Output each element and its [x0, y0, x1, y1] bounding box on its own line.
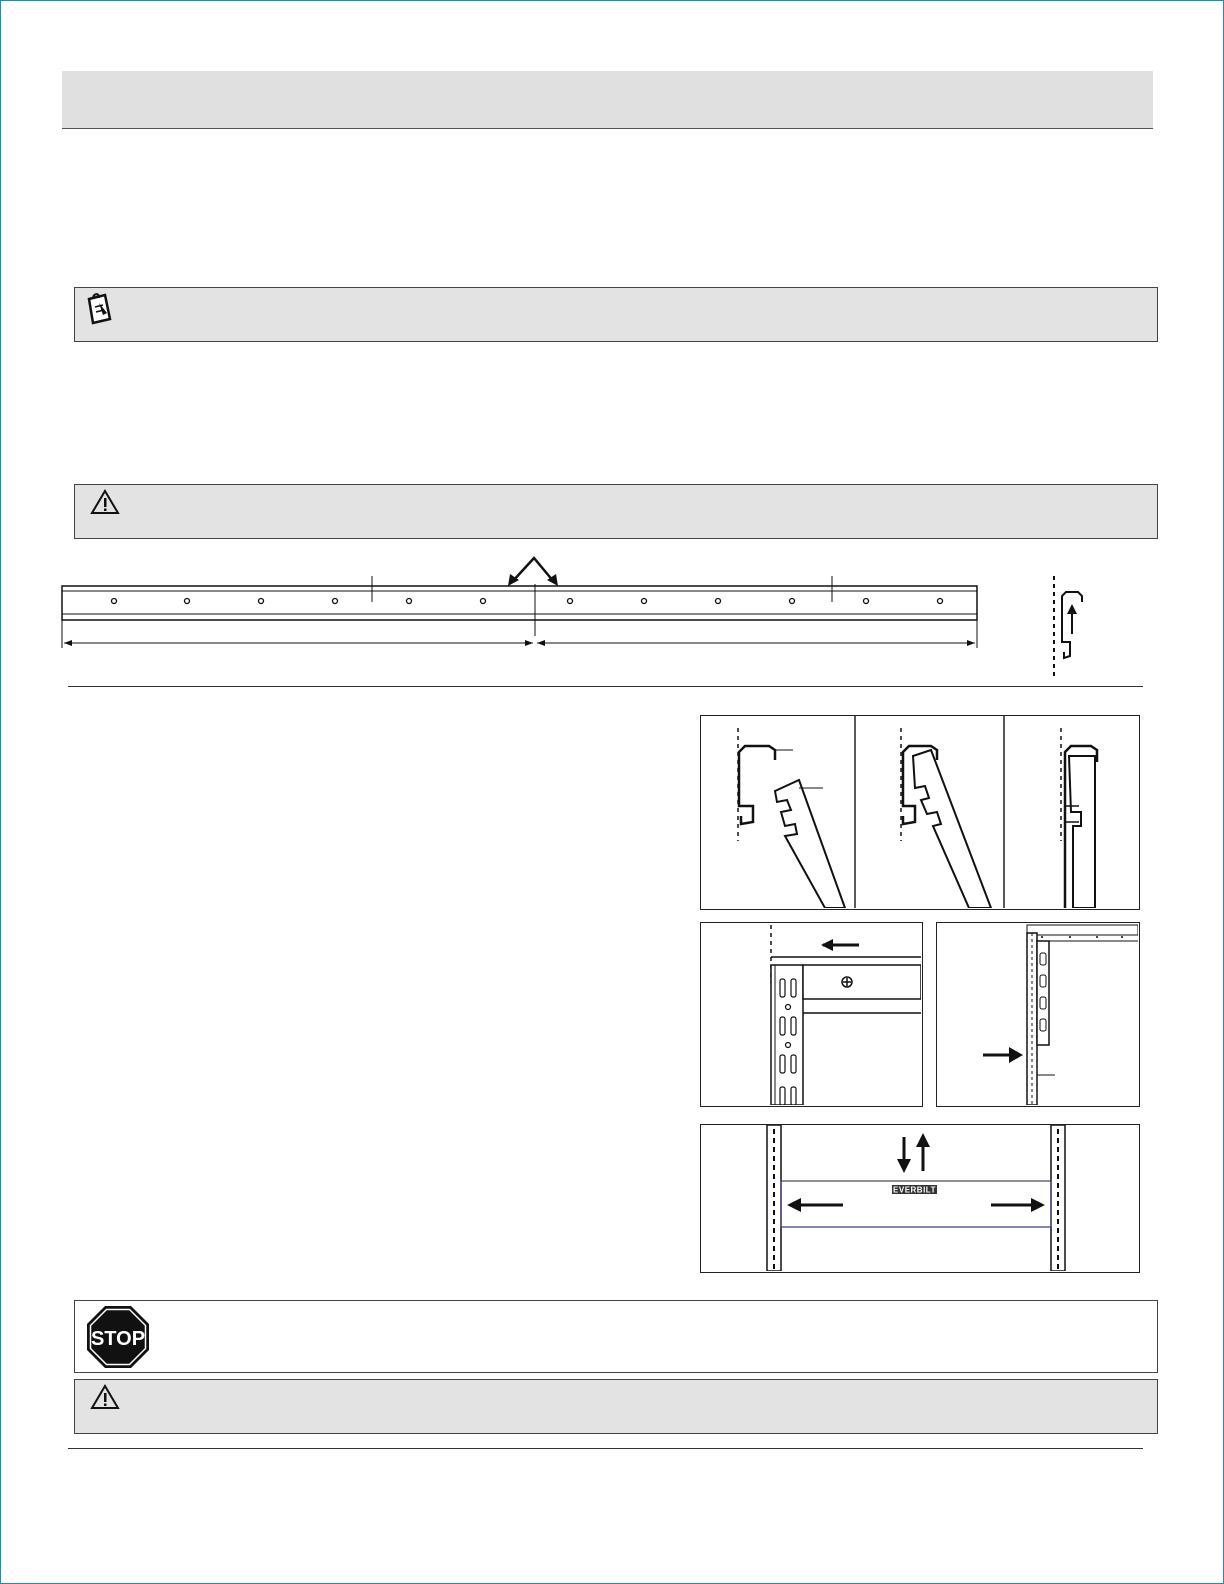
tip-callout	[74, 287, 1158, 342]
page-header-band	[62, 71, 1153, 129]
section-divider	[68, 686, 1143, 687]
stop-label: STOP	[90, 1328, 146, 1350]
upright-insert-figure	[936, 922, 1140, 1107]
note-pad-icon	[83, 291, 117, 327]
stop-sign-icon	[85, 1304, 151, 1370]
beam-slide-figure	[700, 922, 923, 1107]
hook-profile-detail	[1040, 574, 1100, 680]
beam-diagram	[60, 552, 985, 652]
warning-callout	[74, 484, 1158, 539]
beam-seating-steps-figure	[700, 715, 1140, 910]
warning-triangle-icon	[90, 1384, 120, 1410]
footer-divider	[68, 1448, 1143, 1449]
beam-adjust-figure	[700, 1124, 1140, 1273]
stop-callout	[74, 1300, 1158, 1373]
warning-triangle-icon	[90, 489, 120, 515]
logo-text: EVERBILT	[893, 1185, 936, 1195]
warning-callout-2	[74, 1379, 1158, 1434]
